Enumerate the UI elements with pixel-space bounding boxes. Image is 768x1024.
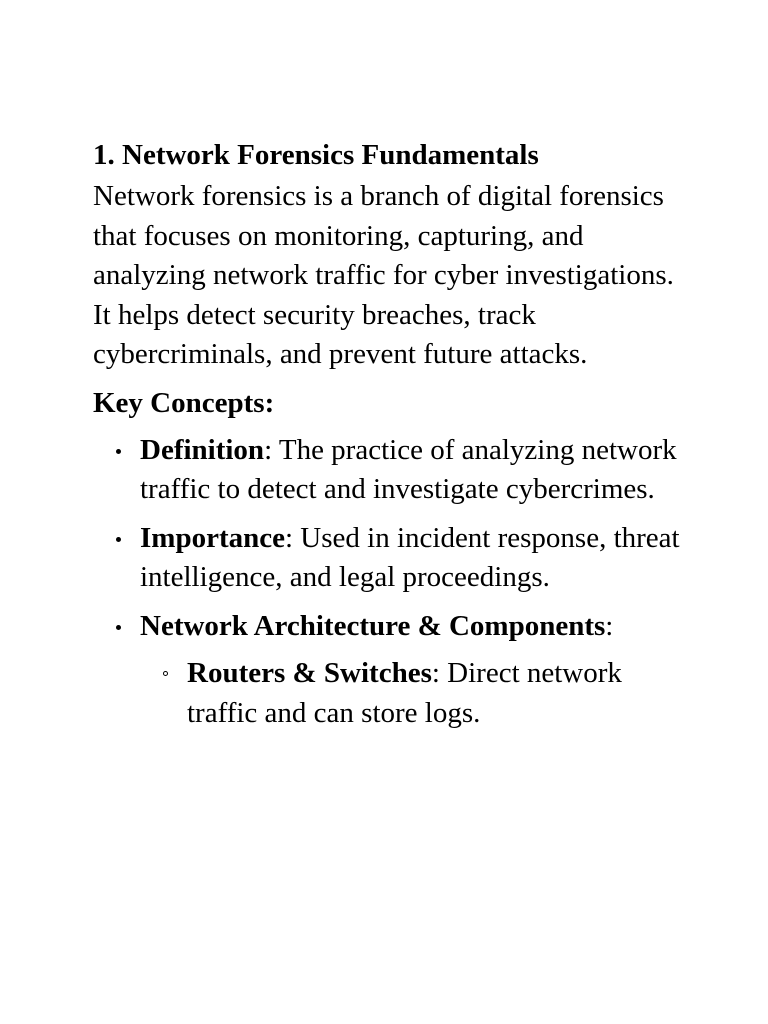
intro-paragraph: Network forensics is a branch of digital forensics that focuses on monitoring, capturing, and analyzing network traffic for cyber investigations. It helps detect security breaches, track cybercriminals, and prevent future attacks. <box>93 180 674 370</box>
key-concepts-list <box>93 431 693 734</box>
item-term: Importance <box>140 521 285 554</box>
item-term: Network Architecture & Components <box>140 609 606 642</box>
bullet-icon <box>116 537 121 542</box>
item-separator: : <box>605 609 614 642</box>
components-sublist <box>140 654 693 733</box>
item-term: Definition <box>140 433 265 466</box>
key-concepts-heading: Key Concepts: <box>93 386 275 419</box>
item-text: Used in incident response, threat intelligence, and legal proceedings. <box>140 521 680 593</box>
list-item-importance <box>140 519 693 598</box>
list-item-definition <box>140 431 693 510</box>
sublist-item-routers-switches <box>187 654 693 733</box>
section-heading: 1. Network Forensics Fundamentals <box>93 139 539 171</box>
document-page <box>93 135 693 742</box>
subitem-separator: : <box>431 657 440 689</box>
item-text: The practice of analyzing network traffic to detect and investigate cybercrimes. <box>140 433 677 505</box>
subitem-term: Routers & Switches <box>187 657 432 689</box>
list-item-network-architecture <box>140 607 693 734</box>
bullet-icon <box>116 449 121 454</box>
item-separator: : <box>284 521 294 554</box>
item-separator: : <box>264 433 273 466</box>
hollow-bullet-icon <box>163 671 168 676</box>
bullet-icon <box>116 625 121 630</box>
subitem-text: Direct network traffic and can store logs. <box>187 657 622 729</box>
